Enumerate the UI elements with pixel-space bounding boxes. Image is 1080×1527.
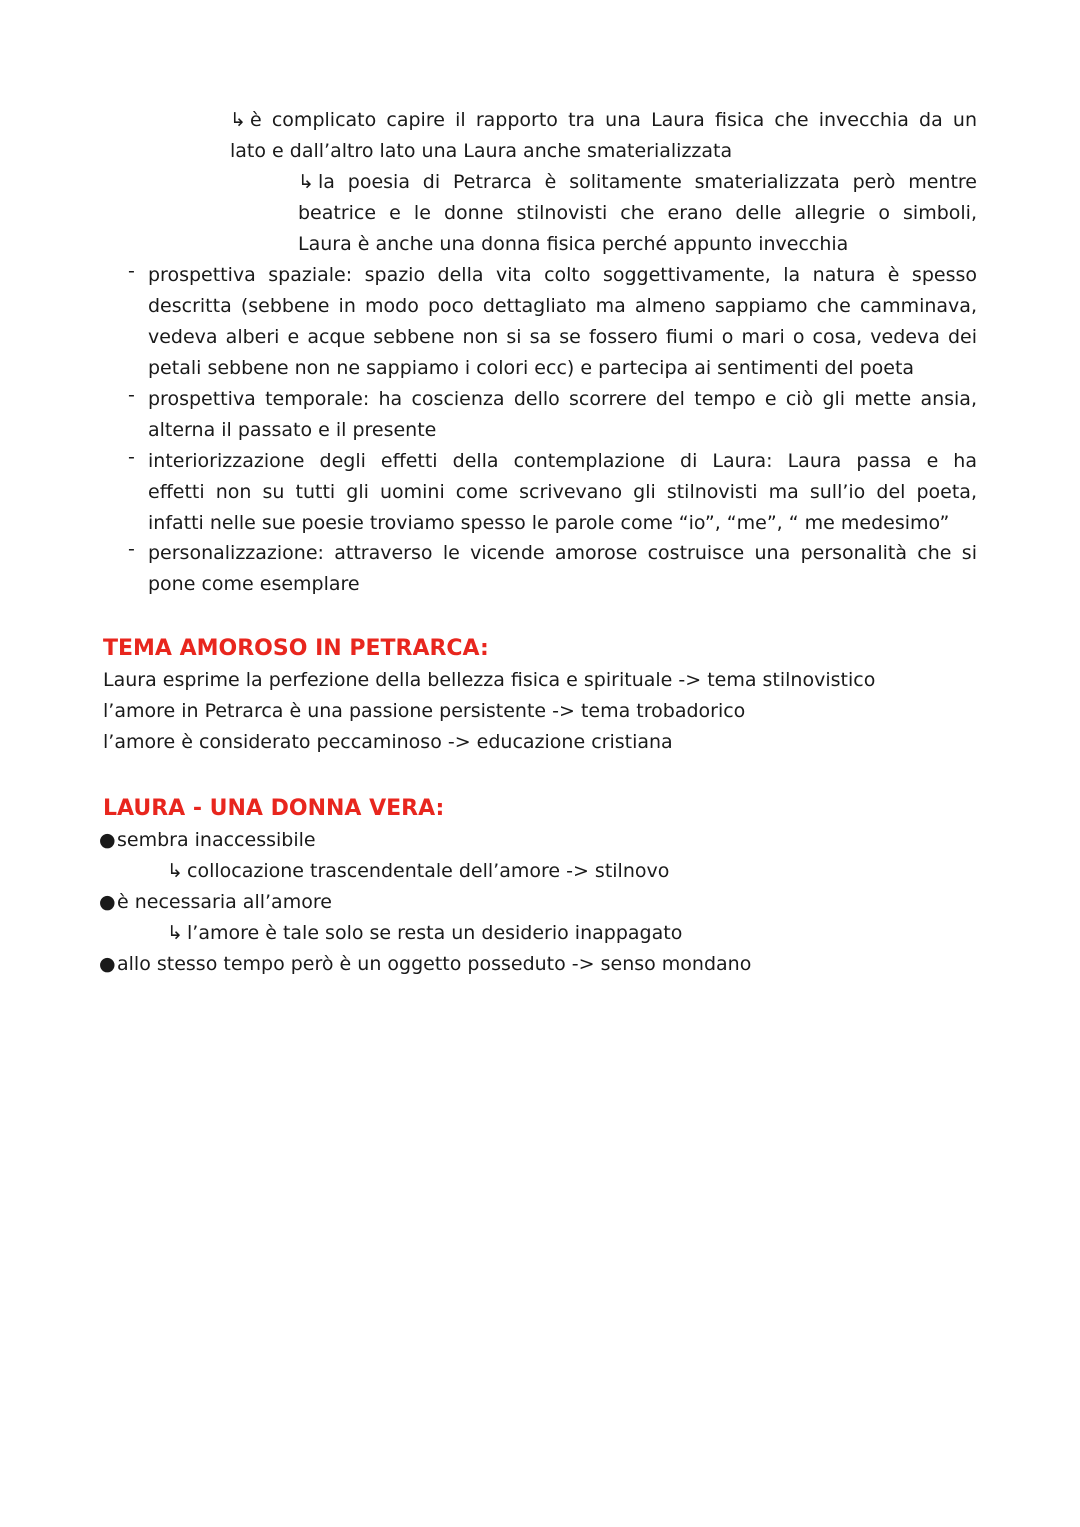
dash-list-item [128,384,977,446]
dash-icon: - [128,260,135,282]
top-note-line: lato e dall’altro lato una Laura anche smaterializzata [230,140,733,162]
return-arrow-icon: ↳ [230,109,246,131]
top-sub-note [298,167,977,260]
bullet-item: ●sembra inaccessibile [99,825,983,856]
list-line: alterna il passato e il presente [148,419,437,441]
bullet-dot-icon: ● [99,829,116,851]
sub-note-line: ↳ la poesia di Petrarca è solitamente smaterializzata però mentre [298,167,977,198]
top-note-line: ↳ è complicato capire il rapporto tra una Laura fisica che invecchia da un [230,105,977,136]
section-laura [99,793,983,980]
bullet-dot-icon: ● [99,953,116,975]
list-line: pone come esemplare [148,573,360,595]
list-line: personalizzazione: attraverso le vicende amorose costruisce una personalità che si [148,542,977,564]
return-arrow-icon: ↳ [298,171,314,193]
sub-note-line: Laura è anche una donna fisica perché appunto invecchia [298,233,849,255]
bullet-dot-icon: ● [99,891,116,913]
bullet-item: ●allo stesso tempo però è un oggetto posseduto -> senso mondano [99,949,983,980]
return-arrow-icon: ↳ [167,860,183,882]
dash-list-item [128,446,977,539]
list-line: prospettiva temporale: ha coscienza dello scorrere del tempo e ciò gli mette ansia, [148,388,977,410]
list-line: infatti nelle sue poesie troviamo spesso le parole come “io”, “me”, “ me medesimo” [148,512,950,534]
section-heading: TEMA AMOROSO IN PETRARCA: [103,636,489,661]
section-heading: LAURA - UNA DONNA VERA: [103,796,445,821]
list-line: descritta (sebbene in modo poco dettagliato ma almeno sappiamo che camminava, [148,295,977,317]
section-line: Laura esprime la perfezione della bellezza fisica e spirituale -> tema stilnovistico [103,669,876,691]
bullet-sub-item: ↳ l’amore è tale solo se resta un desiderio inappagato [167,918,983,949]
dash-icon: - [128,384,135,406]
return-arrow-icon: ↳ [167,922,183,944]
dash-list-item [128,260,977,384]
bullet-item: ●è necessaria all’amore [99,887,983,918]
list-line: interiorizzazione degli effetti della contemplazione di Laura: Laura passa e ha [148,450,977,472]
list-line: prospettiva spaziale: spazio della vita colto soggettivamente, la natura è spesso [148,264,977,286]
bullet-sub-item: ↳ collocazione trascendentale dell’amore -> stilnovo [167,856,983,887]
list-line: vedeva alberi e acque sebbene non si sa se fossero fiumi o mari o cosa, vedeva dei [148,326,977,348]
top-note [230,105,977,167]
section-tema-amoroso [103,633,983,758]
list-line: effetti non su tutti gli uomini come scrivevano gli stilnovisti ma sull’io del poeta, [148,481,977,503]
dash-list-item [128,538,977,600]
section-line: l’amore in Petrarca è una passione persistente -> tema trobadorico [103,700,746,722]
sub-note-line: beatrice e le donne stilnovisti che erano delle allegrie o simboli, [298,202,977,224]
list-line: petali sebbene non ne sappiamo i colori ecc) e partecipa ai sentimenti del poeta [148,357,915,379]
dash-icon: - [128,446,135,468]
section-line: l’amore è considerato peccaminoso -> educazione cristiana [103,731,673,753]
dash-icon: - [128,538,135,560]
